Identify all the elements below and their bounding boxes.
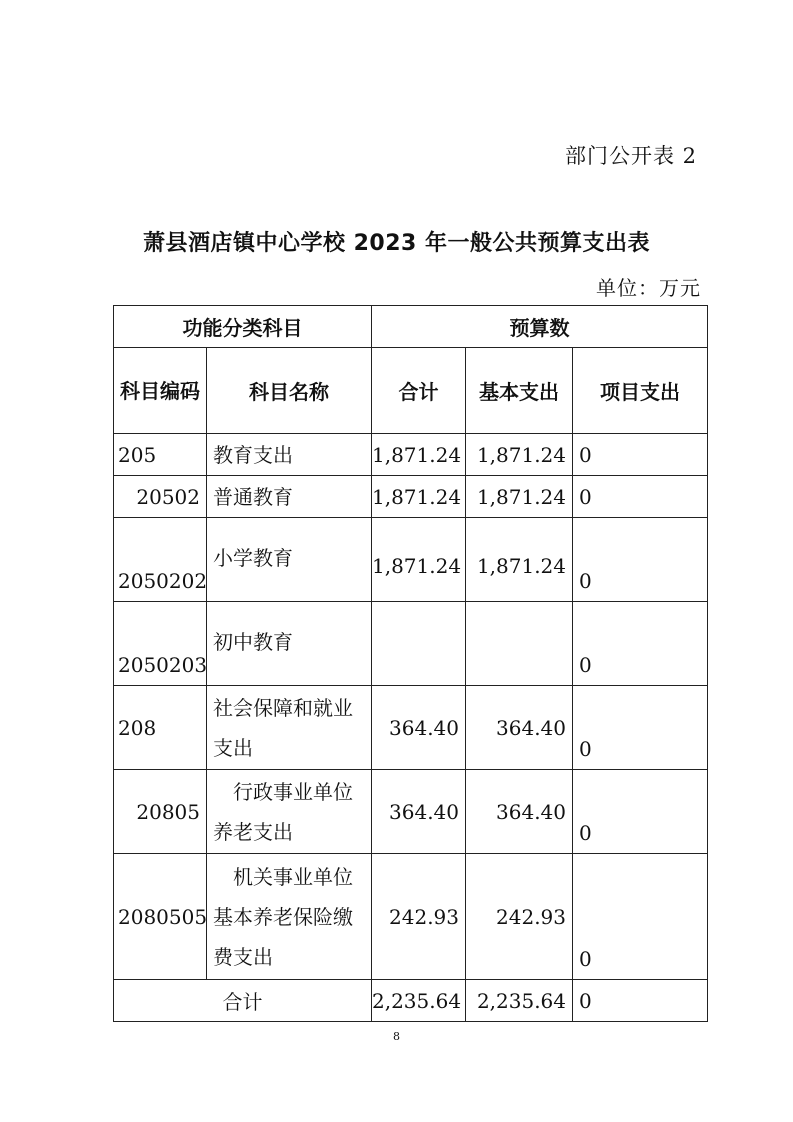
table-row [114,602,708,686]
table-row [114,854,708,980]
row-basic: 1,871.24 [466,476,573,518]
row-name: 初中教育 [207,602,372,686]
row-basic: 364.40 [466,686,573,770]
row-total [372,602,466,686]
budget-table [113,305,708,1022]
row-name: 小学教育 [207,518,372,602]
total-project: 0 [573,980,708,1022]
row-name: 普通教育 [207,476,372,518]
row-code: 2050202 [114,518,207,602]
table-group-header-row [114,306,708,348]
table-number-note: 部门公开表 2 [564,144,697,168]
total-basic: 2,235.64 [466,980,573,1022]
row-project: 0 [573,434,708,476]
row-name: 机关事业单位基本养老保险缴费支出 [207,854,372,980]
total-sum: 2,235.64 [372,980,466,1022]
row-code: 20805 [114,770,207,854]
row-name: 教育支出 [207,434,372,476]
row-code: 2050203 [114,602,207,686]
table-row [114,518,708,602]
row-basic: 1,871.24 [466,434,573,476]
row-total: 364.40 [372,770,466,854]
table-row [114,476,708,518]
header-total: 合计 [372,348,466,434]
header-functional-classification: 功能分类科目 [114,306,372,348]
unit-label: 单位：万元 [596,276,701,300]
row-basic [466,602,573,686]
row-basic: 364.40 [466,770,573,854]
row-code: 2080505 [114,854,207,980]
table-column-header-row [114,348,708,434]
row-name: 社会保障和就业支出 [207,686,372,770]
page-title: 萧县酒店镇中心学校 2023 年一般公共预算支出表 [142,231,651,256]
row-basic: 1,871.24 [466,518,573,602]
row-project: 0 [573,854,708,980]
total-label: 合计 [114,980,372,1022]
row-project: 0 [573,518,708,602]
table-row [114,434,708,476]
header-budget-amount: 预算数 [372,306,708,348]
row-total: 1,871.24 [372,434,466,476]
row-code: 208 [114,686,207,770]
header-subject-code: 科目编码 [114,348,207,434]
row-project: 0 [573,770,708,854]
table-total-row [114,980,708,1022]
row-project: 0 [573,602,708,686]
row-code: 20502 [114,476,207,518]
header-basic-expenditure: 基本支出 [466,348,573,434]
table-row [114,686,708,770]
row-total: 1,871.24 [372,476,466,518]
row-project: 0 [573,686,708,770]
page-number: 8 [393,1030,400,1043]
row-basic: 242.93 [466,854,573,980]
row-name: 行政事业单位养老支出 [207,770,372,854]
row-code: 205 [114,434,207,476]
table-row [114,770,708,854]
row-total: 1,871.24 [372,518,466,602]
row-total: 364.40 [372,686,466,770]
header-subject-name: 科目名称 [207,348,372,434]
row-project: 0 [573,476,708,518]
row-total: 242.93 [372,854,466,980]
header-project-expenditure: 项目支出 [573,348,708,434]
